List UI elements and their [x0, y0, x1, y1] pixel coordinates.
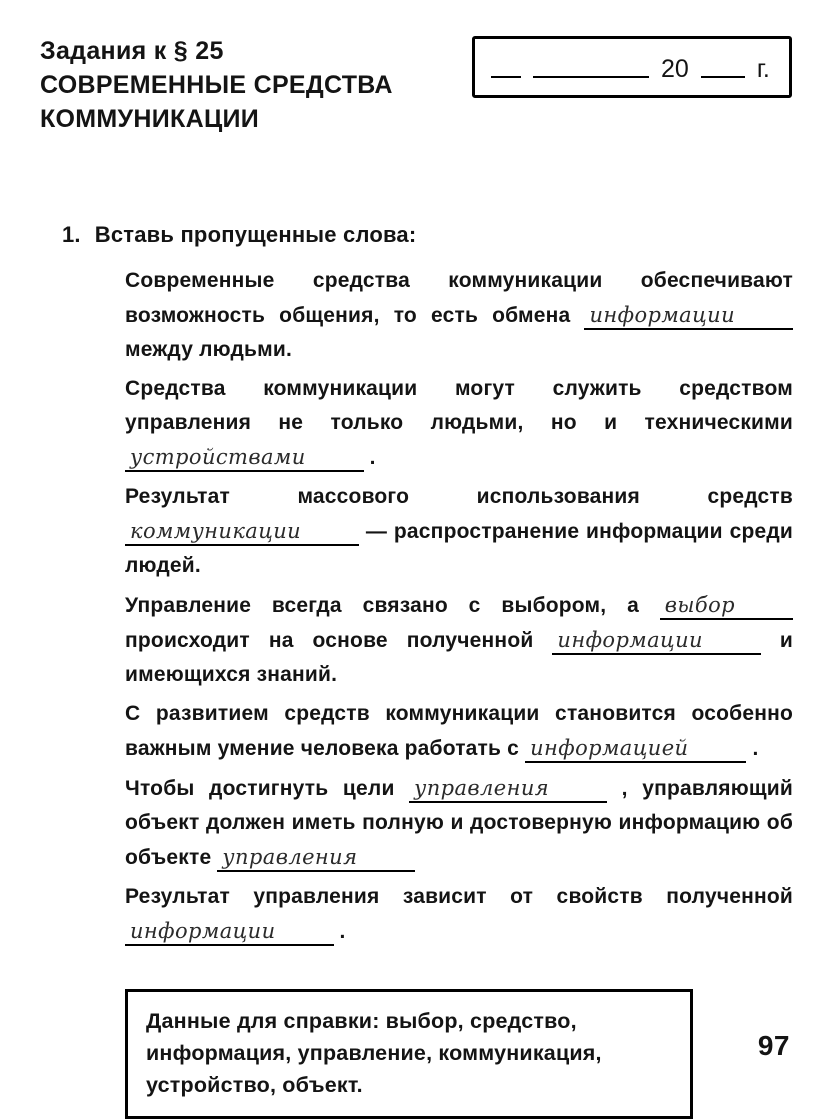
- exercise-prompt: Вставь пропущенные слова:: [94, 222, 417, 247]
- date-blank-year: [701, 74, 745, 78]
- handwritten-answer: информацией: [530, 736, 689, 760]
- reference-box-label: Данные для справки:: [146, 1009, 380, 1033]
- paragraph: [125, 480, 793, 583]
- fill-in-blank: [217, 846, 415, 872]
- paragraph: [125, 880, 793, 949]
- paragraph-text: — распространение информации среди людей.: [125, 520, 793, 577]
- handwritten-answer: информации: [557, 628, 703, 652]
- handwritten-answer: коммуникации: [130, 519, 302, 543]
- paragraph: [125, 264, 793, 367]
- page-title-line1: СОВРЕМЕННЫЕ СРЕДСТВА: [40, 71, 393, 99]
- top-row: [40, 34, 792, 136]
- fill-in-blank: [125, 520, 359, 546]
- fill-in-blank: [584, 304, 793, 330]
- exercise-heading: [62, 222, 792, 248]
- paragraph-text: Чтобы достигнуть цели: [125, 777, 410, 800]
- paragraph-text: .: [746, 737, 759, 760]
- page-title-line2: КОММУНИКАЦИИ: [40, 105, 260, 133]
- handwritten-answer: информации: [130, 919, 276, 943]
- page-header: [40, 34, 393, 136]
- date-year-suffix: г.: [756, 55, 770, 83]
- date-blank-day: [491, 74, 521, 78]
- paragraph-text: С развитием средств коммуникации становится особенно важным умение человека работать с: [125, 702, 793, 760]
- section-heading: Задания к § 25: [40, 37, 224, 65]
- paragraph-text: Современные средства коммуникации обеспечивают возможность общения, то есть обмена: [125, 269, 793, 327]
- paragraph-text: , управляющий объект должен иметь полную и достоверную информацию об объекте: [125, 777, 793, 869]
- paragraph-text: Управление всегда связано с выбором, а: [125, 594, 660, 617]
- paragraph-text: Результат управления зависит от свойств полученной: [125, 885, 793, 908]
- fill-in-blank: [552, 629, 761, 655]
- handwritten-answer: выбор: [664, 593, 735, 617]
- paragraph: [125, 771, 793, 875]
- handwritten-answer: управления: [414, 776, 550, 800]
- paragraph: [125, 588, 793, 692]
- paragraph-text: .: [363, 446, 376, 469]
- paragraph-text: Результат массового использования средств: [125, 485, 793, 508]
- fill-in-blank: [409, 777, 607, 803]
- fill-in-blank: [660, 594, 793, 620]
- exercise-paragraphs: [125, 264, 793, 949]
- reference-box-text: выбор, средство, информация, управление, коммуникация, устройство, объект.: [146, 1009, 602, 1097]
- fill-in-blank: [125, 920, 334, 946]
- paragraph-text: и имеющихся знаний.: [125, 629, 793, 686]
- paragraph-text: Средства коммуникации могут служить средством управления не только людьми, но и техническими: [125, 377, 793, 434]
- handwritten-answer: управления: [222, 845, 358, 869]
- paragraph: [125, 372, 793, 475]
- paragraph: [125, 697, 793, 766]
- page-number: 97: [757, 1030, 790, 1061]
- fill-in-blank: [525, 737, 746, 763]
- exercise-number: 1.: [62, 222, 81, 247]
- paragraph-text: между людьми.: [125, 338, 293, 361]
- date-box: [472, 36, 792, 98]
- reference-box: [125, 989, 693, 1119]
- date-blank-month: [533, 74, 649, 78]
- paragraph-text: .: [333, 920, 346, 943]
- date-year-prefix: 20: [661, 55, 689, 83]
- fill-in-blank: [125, 446, 364, 472]
- paragraph-text: происходит на основе полученной: [125, 629, 553, 652]
- handwritten-answer: информации: [589, 303, 735, 327]
- handwritten-answer: устройствами: [130, 445, 306, 469]
